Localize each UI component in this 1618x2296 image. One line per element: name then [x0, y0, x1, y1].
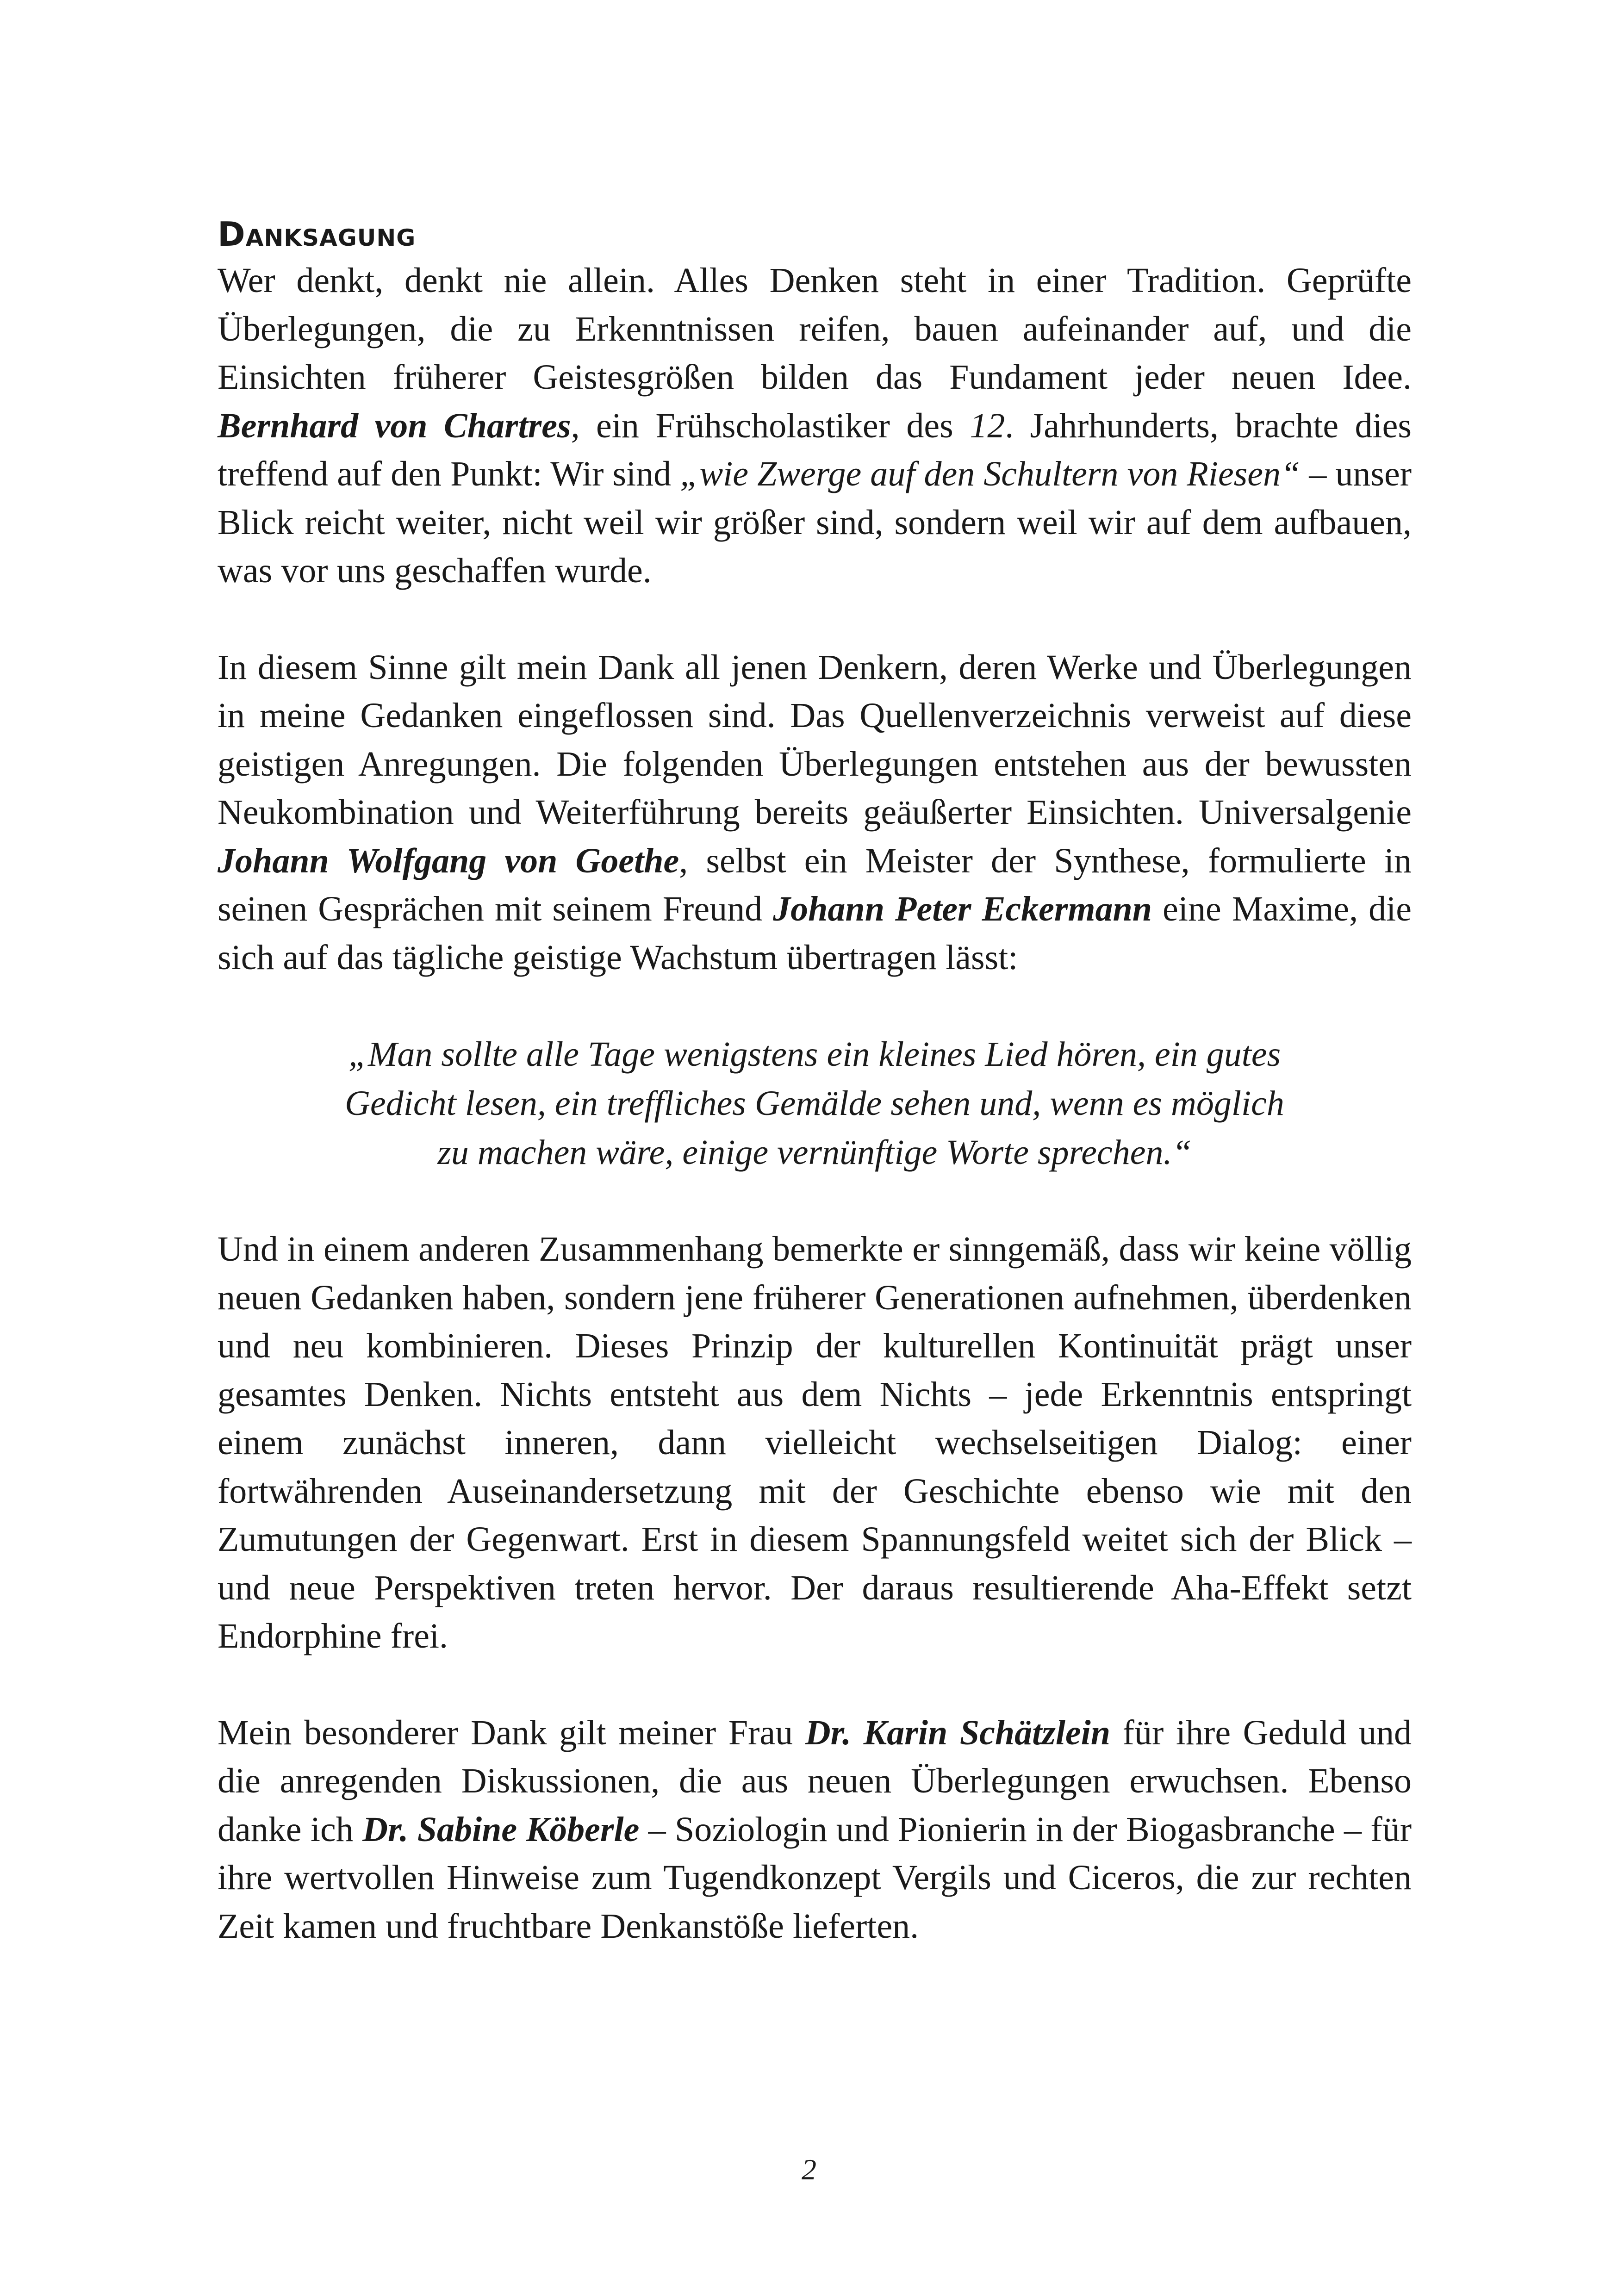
paragraph-4 — [218, 1709, 1412, 1951]
page-number: 2 — [802, 2153, 816, 2186]
quote-line-1: „Man sollte alle Tage wenigstens ein kleines Lied hören, ein gutes — [348, 1035, 1281, 1074]
paragraph-2-text-2: , selbst ein Meister der Synthese, formulierte in seinen Gesprächen mit seinem Freund — [218, 841, 1412, 928]
paragraph-1-text-1: Wer denkt, denkt nie allein. Alles Denken steht in einer Tradition. Geprüfte Überlegungen, die zu Erkenntnissen reifen, bauen aufeinander auf, und die Einsichten früherer Geistesgrößen bilden das Fundament jeder neuen Idee. — [218, 261, 1412, 397]
paragraph-2 — [218, 643, 1412, 982]
paragraph-3: Und in einem anderen Zusammenhang bemerkte er sinngemäß, dass wir keine völlig neuen Gedanken haben, sondern jene früherer Generationen aufnehmen, überdenken und neu kombinieren. Dieses Prinzip der kulturellen Kontinuität prägt unser gesamtes Denken. Nichts entsteht aus dem Nichts – jede Erkenntnis entspringt einem zunächst inneren, dann vielleicht wechselseitigen Dialog: einer fortwährenden Auseinandersetzung mit der Geschichte ebenso wie mit den Zumutungen der Gegenwart. Erst in diesem Spannungsfeld weitet sich der Blick – und neue Perspektiven treten hervor. Der daraus resultierende Aha-Effekt setzt Endorphine frei. — [218, 1230, 1412, 1655]
paragraph-4-text-3: – Soziologin und Pionierin in der Biogasbranche – für ihre wertvollen Hinweise zum Tugendkonzept Vergils und Ciceros, die zur rechten Zeit kamen und fruchtbare Denkanstöße lieferten. — [218, 1810, 1412, 1946]
paragraph-1-text-3: . Jahrhunderts, brachte dies treffend auf den Punkt: Wir sind — [218, 406, 1412, 493]
paragraph-1-text-2: , ein Frühscholastiker des — [571, 406, 970, 445]
name-eckermann: Johann Peter Eckermann — [773, 890, 1152, 928]
paragraph-2-text-3: eine Maxime, die sich auf das tägliche geistige Wachstum übertragen lässt: — [218, 890, 1412, 977]
paragraph-2-text-1: In diesem Sinne gilt mein Dank all jenen Denkern, deren Werke und Überlegungen in meine Gedanken eingeflossen sind. Das Quellenverzeichnis verweist auf diese geistigen Anregungen. Die folgenden Überlegungen entstehen aus der bewussten Neukombination und Weiterführung bereits geäußerter Einsichten. Universalgenie — [218, 647, 1412, 832]
section-heading: Danksagung — [218, 215, 416, 254]
century-number: 12 — [970, 406, 1005, 445]
quote-line-2: Gedicht lesen, ein treffliches Gemälde sehen und, wenn es möglich — [345, 1084, 1284, 1123]
goethe-quote — [218, 1030, 1412, 1177]
page-body — [218, 208, 1412, 1950]
quote-line-3: zu machen wäre, einige vernünftige Worte sprechen.“ — [437, 1133, 1192, 1172]
name-goethe: Johann Wolfgang von Goethe — [218, 841, 679, 880]
name-sabine-koeberle: Dr. Sabine Köberle — [362, 1810, 640, 1849]
dwarfs-giants-quote: „wie Zwerge auf den Schultern von Riesen“ — [680, 454, 1301, 493]
paragraph-1-text-4: – unser Blick reicht weiter, nicht weil wir größer sind, sondern weil wir auf dem aufbauen, was vor uns geschaffen wurde. — [218, 454, 1412, 590]
paragraph-4-text-1: Mein besonderer Dank gilt meiner Frau — [218, 1713, 805, 1752]
paragraph-4-text-2: für ihre Geduld und die anregenden Diskussionen, die aus neuen Überlegungen erwuchsen. Ebenso danke ich — [218, 1713, 1412, 1849]
paragraph-1 — [218, 256, 1412, 595]
name-bernhard-von-chartres: Bernhard von Chartres — [218, 406, 571, 445]
name-karin-schaetzlein: Dr. Karin Schätzlein — [805, 1713, 1111, 1752]
